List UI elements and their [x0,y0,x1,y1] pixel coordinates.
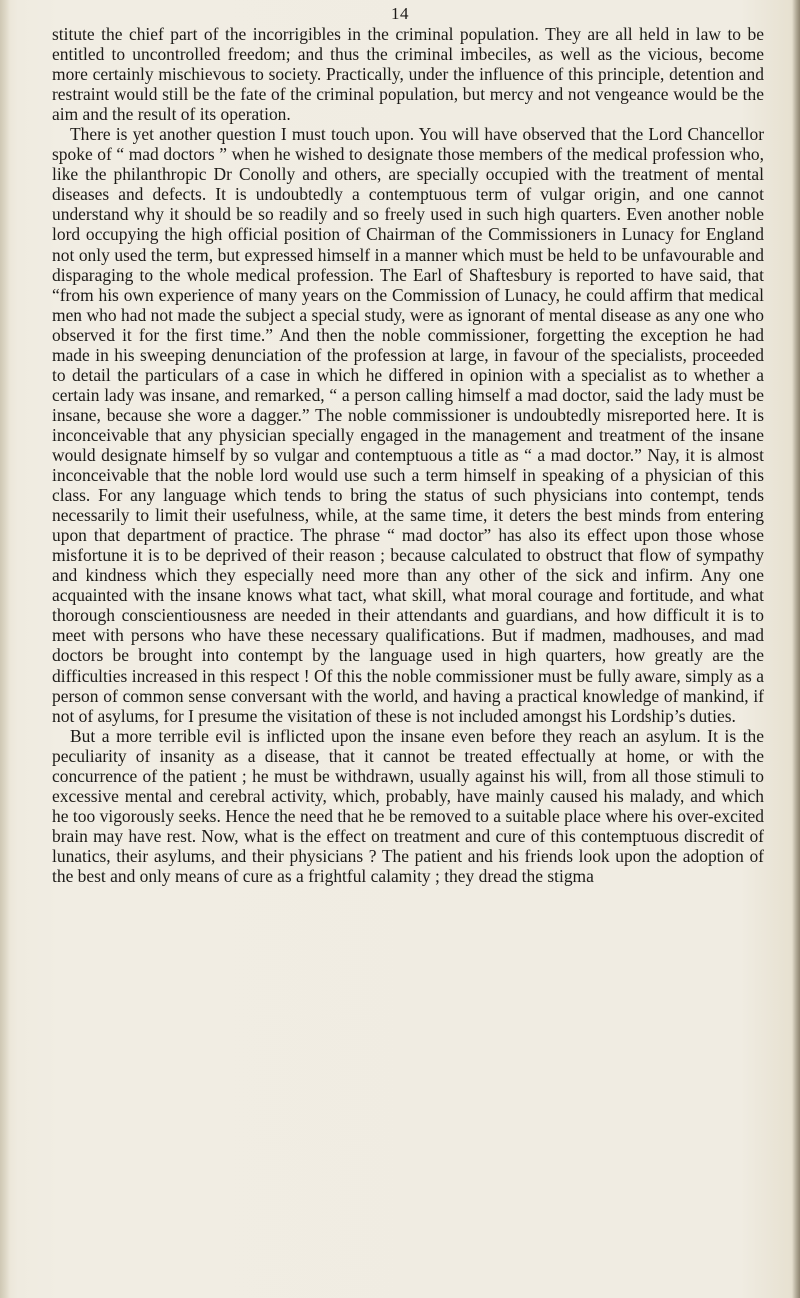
paragraph-continuation: stitute the chief part of the incorrigibles in the criminal population. They are all held in law to be entitled to uncontrolled freedom; and thus the criminal imbeciles, as well as the vicious, become more certainly mischievous to society. Practically, under the influence of this principle, detention and restraint would still be the fate of the criminal population, but mercy and not vengeance would be the aim and the result of its operation. [52,24,764,125]
paragraph-mad-doctors: There is yet another question I must touch upon. You will have observed that the Lord Chancellor spoke of “ mad doctors ” when he wished to designate those members of the medical profession who, like the philanthropic Dr Conolly and others, are specially occupied with the treatment of mental diseases and defects. It is undoubtedly a contemptuous term of vulgar origin, and one cannot understand why it should be so readily and so freely used in such high quarters. Even another noble lord occupying the high official position of Chairman of the Commissioners in Lunacy for England not only used the term, but expressed himself in a manner which must be held to be unfavourable and disparaging to the whole medical profession. The Earl of Shaftesbury is reported to have said, that “from his own experience of many years on the Commission of Lunacy, he could affirm that medical men who had not made the subject a special study, were as ignorant of mental disease as any one who observed it for the first time.” And then the noble commissioner, forgetting the exception he had made in his sweeping denunciation of the profession at large, in favour of the specialists, proceeded to detail the particulars of a case in which he differed in opinion with a specialist as to whether a certain lady was insane, and remarked, “ a person calling himself a mad doctor, said the lady must be insane, because she wore a dagger.” The noble commissioner is undoubtedly misreported here. It is inconceivable that any physician specially engaged in the management and treatment of the insane would designate himself by so vulgar and contemptuous a title as “ a mad doctor.” Nay, it is almost inconceivable that the noble lord would use such a term himself in speaking of a physician of this class. For any language which tends to bring the status of such physicians into contempt, tends necessarily to limit their usefulness, while, at the same time, it deters the best minds from entering upon that department of practice. The phrase “ mad doctor” has also its effect upon those whose misfortune it is to be deprived of their reason ; because calculated to obstruct that flow of sympathy and kindness which they especially need more than any other of the sick and infirm. Any one acquainted with the insane knows what tact, what skill, what moral courage and fortitude, and what thorough conscientiousness are needed in their attendants and guardians, and how difficult it is to meet with persons who have these necessary qualifications. But if madmen, madhouses, and mad doctors be brought into contempt by the language used in high quarters, how greatly are the difficulties increased in this respect ! Of this the noble commissioner must be fully aware, simply as a person of common sense conversant with the world, and having a practical knowledge of mankind, if not of asylums, for I presume the visitation of these is not included amongst his Lordship’s duties. [52,124,764,726]
page-edge [792,0,800,1298]
body-text [52,24,764,886]
paragraph-asylum: But a more terrible evil is inflicted upon the insane even before they reach an asylum. It is the peculiarity of insanity as a disease, that it cannot be treated effectually at home, or with the concurrence of the patient ; he must be withdrawn, usually against his will, from all those stimuli to excessive mental and cerebral activity, which, probably, have mainly caused his malady, and which he too vigorously seeks. Hence the need that he be removed to a suitable place where his over-excited brain may have rest. Now, what is the effect on treatment and cure of this contemptuous discredit of lunatics, their asylums, and their physicians ? The patient and his friends look upon the adoption of the best and only means of cure as a frightful calamity ; they dread the stigma [52,725,764,886]
spine-shadow [0,0,10,1298]
page-number: 14 [391,4,409,23]
